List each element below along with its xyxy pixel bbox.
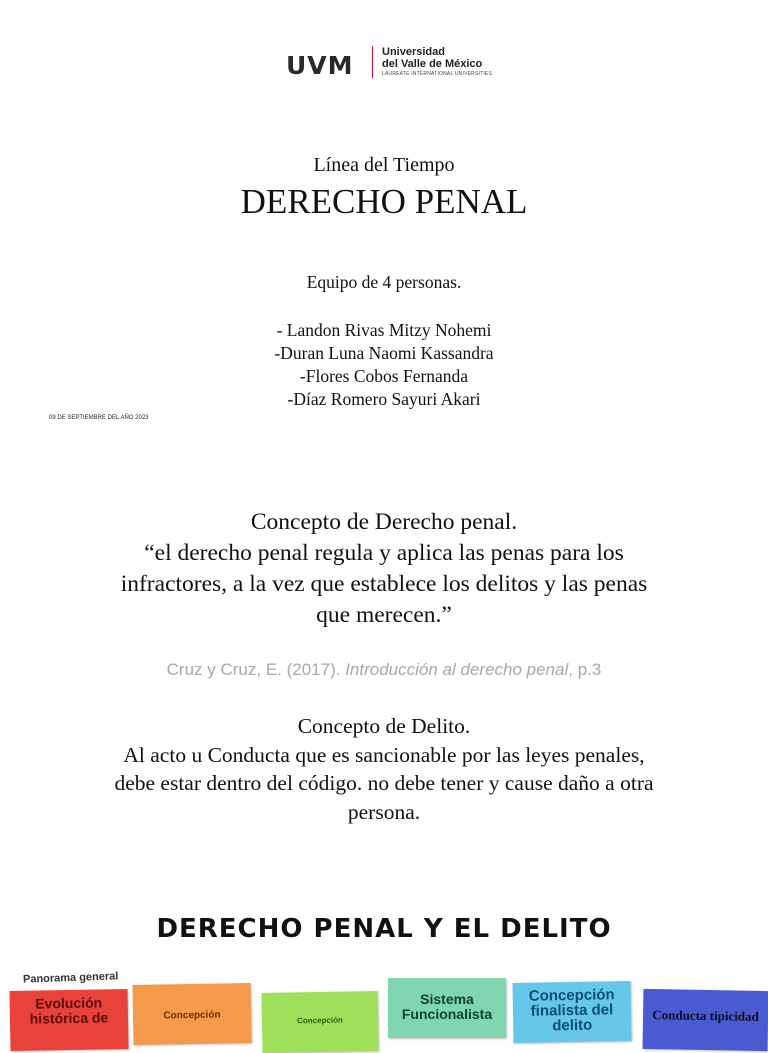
team-members — [0, 319, 768, 411]
citation-work: Introducción al derecho penal — [345, 660, 569, 679]
timeline-title: DERECHO PENAL Y EL DELITO — [156, 914, 612, 944]
team-label: Equipo de 4 personas. — [306, 272, 462, 292]
timeline-card — [132, 983, 251, 1045]
timeline-card — [261, 991, 378, 1053]
citation-page: , p.3 — [568, 660, 602, 679]
document-date: 09 DE SEPTIEMBRE DEL AÑO 2023 — [49, 415, 149, 421]
concept-text: Al acto u Conducta que es sancionable por las leyes penales, debe estar dentro del código. no debe tener y cause daño a otra persona. — [114, 742, 654, 824]
logo-divider — [372, 46, 373, 78]
citation-author: Cruz y Cruz, E. (2017). — [166, 660, 346, 679]
team-member: - Landon Rivas Mitzy Nohemi — [276, 320, 492, 340]
logo-name-line2: del Valle de México — [382, 58, 483, 70]
team-member: -Duran Luna Naomi Kassandra — [274, 343, 494, 363]
timeline-card — [642, 989, 768, 1051]
logo-name-line1: Universidad — [382, 46, 445, 58]
team-member: -Flores Cobos Fernanda — [299, 366, 469, 386]
citation — [0, 660, 768, 680]
logo-tagline: LAUREATE INTERNATIONAL UNIVERSITIES — [382, 71, 492, 77]
timeline-card-label: Sistema Funcionalista — [401, 991, 493, 1022]
concept-quote: “el derecho penal regula y aplica las penas para los infractores, a la vez que establece los delitos y las penas que merecen.” — [120, 540, 648, 628]
timeline-card-label: Evolución histórica de — [29, 994, 109, 1027]
concept-heading: Concepto de Derecho penal. — [250, 509, 518, 535]
panorama-label: Panorama general — [22, 970, 119, 986]
concept-derecho-penal — [0, 507, 768, 631]
document-title: DERECHO PENAL — [240, 182, 528, 221]
team-member: -Díaz Romero Sayuri Akari — [287, 389, 481, 409]
document-subtitle: Línea del Tiempo — [313, 154, 455, 176]
timeline-card-label: Conducta tipicidad — [652, 1007, 759, 1024]
uvm-logo — [286, 44, 496, 84]
concept-heading: Concepto de Delito. — [297, 714, 471, 738]
timeline-card-label: Concepción — [297, 1015, 343, 1026]
timeline-card — [512, 981, 631, 1043]
timeline-card-label: Concepción finalista del delito — [528, 986, 615, 1035]
logo-name — [382, 46, 482, 70]
logo-mark: UVM — [286, 51, 354, 80]
timeline-card — [9, 989, 128, 1051]
timeline-card-label: Concepción — [163, 1009, 221, 1022]
concept-delito — [0, 712, 768, 826]
timeline-card — [388, 978, 506, 1038]
